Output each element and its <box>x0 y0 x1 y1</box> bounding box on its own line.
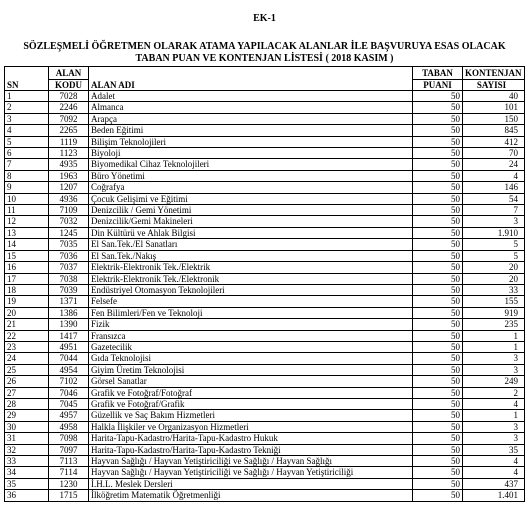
table-row <box>5 433 525 444</box>
cell-code: 4954 <box>49 364 89 375</box>
cell-quota: 1 <box>463 410 525 421</box>
cell-code: 1963 <box>49 170 89 181</box>
cell-base-score: 50 <box>413 410 463 421</box>
cell-base-score: 50 <box>413 284 463 295</box>
cell-sn: 7 <box>5 159 49 170</box>
cell-field-name: Bilişim Teknolojileri <box>89 136 413 147</box>
cell-quota: 3 <box>463 353 525 364</box>
table-row <box>5 250 525 261</box>
cell-sn: 36 <box>5 490 49 501</box>
cell-base-score: 50 <box>413 478 463 489</box>
cell-base-score: 50 <box>413 170 463 181</box>
cell-quota: 70 <box>463 148 525 159</box>
cell-code: 4957 <box>49 410 89 421</box>
cell-code: 7035 <box>49 239 89 250</box>
cell-field-name: Almanca <box>89 102 413 113</box>
cell-sn: 17 <box>5 273 49 284</box>
table-row <box>5 296 525 307</box>
header-kont-line-1: KONTENJAN <box>463 67 525 80</box>
cell-sn: 30 <box>5 421 49 432</box>
cell-quota: 40 <box>463 91 525 102</box>
cell-sn: 32 <box>5 444 49 455</box>
cell-field-name: Büro Yönetimi <box>89 170 413 181</box>
cell-code: 7039 <box>49 284 89 295</box>
table-header <box>5 67 525 91</box>
cell-quota: 1 <box>463 330 525 341</box>
cell-quota: 3 <box>463 216 525 227</box>
cell-sn: 18 <box>5 284 49 295</box>
header-kont-line-2: SAYISI <box>463 80 525 91</box>
cell-code: 1390 <box>49 319 89 330</box>
cell-sn: 15 <box>5 250 49 261</box>
cell-base-score: 50 <box>413 227 463 238</box>
cell-code: 4951 <box>49 341 89 352</box>
cell-quota: 437 <box>463 478 525 489</box>
document-title-line-1: SÖZLEŞMELİ ÖĞRETMEN OLARAK ATAMA YAPILACAK ALANLAR İLE BAŞVURUYA ESAS OLACAK <box>23 41 506 52</box>
cell-field-name: Elektrik-Elektronik Tek./Elektronik <box>89 273 413 284</box>
cell-code: 7045 <box>49 398 89 409</box>
cell-base-score: 50 <box>413 341 463 352</box>
cell-code: 4936 <box>49 193 89 204</box>
cell-quota: 4 <box>463 170 525 181</box>
cell-quota: 155 <box>463 296 525 307</box>
cell-quota: 24 <box>463 159 525 170</box>
cell-base-score: 50 <box>413 182 463 193</box>
table-row <box>5 262 525 273</box>
cell-base-score: 50 <box>413 148 463 159</box>
cell-base-score: 50 <box>413 490 463 501</box>
cell-quota: 33 <box>463 284 525 295</box>
table-row <box>5 125 525 136</box>
cell-quota: 1.910 <box>463 227 525 238</box>
table-row <box>5 91 525 102</box>
cell-code: 7044 <box>49 353 89 364</box>
table-row <box>5 159 525 170</box>
cell-base-score: 50 <box>413 113 463 124</box>
table-row <box>5 398 525 409</box>
cell-code: 7102 <box>49 376 89 387</box>
cell-sn: 25 <box>5 364 49 375</box>
cell-code: 4958 <box>49 421 89 432</box>
cell-sn: 19 <box>5 296 49 307</box>
cell-quota: 412 <box>463 136 525 147</box>
cell-sn: 29 <box>5 410 49 421</box>
table-row <box>5 102 525 113</box>
cell-sn: 1 <box>5 91 49 102</box>
cell-code: 1715 <box>49 490 89 501</box>
cell-sn: 27 <box>5 387 49 398</box>
cell-sn: 2 <box>5 102 49 113</box>
cell-code: 7097 <box>49 444 89 455</box>
cell-code: 1207 <box>49 182 89 193</box>
cell-field-name: Hayvan Sağlığı / Hayvan Yetiştiriciliği ve Sağlığı / Hayvan Sağlığı <box>89 456 413 467</box>
table-row <box>5 387 525 398</box>
cell-code: 1386 <box>49 307 89 318</box>
cell-field-name: Din Kültürü ve Ahlak Bilgisi <box>89 227 413 238</box>
table-row <box>5 490 525 501</box>
cell-field-name: Grafik ve Fotoğraf/Fotoğraf <box>89 387 413 398</box>
cell-base-score: 50 <box>413 91 463 102</box>
table-row <box>5 478 525 489</box>
cell-field-name: Giyim Üretim Teknolojisi <box>89 364 413 375</box>
cell-quota: 101 <box>463 102 525 113</box>
cell-quota: 4 <box>463 398 525 409</box>
cell-sn: 24 <box>5 353 49 364</box>
cell-field-name: Felsefe <box>89 296 413 307</box>
cell-field-name: Gıda Teknolojisi <box>89 353 413 364</box>
cell-base-score: 50 <box>413 205 463 216</box>
cell-field-name: Halkla İlişkiler ve Organizasyon Hizmetleri <box>89 421 413 432</box>
cell-code: 7113 <box>49 456 89 467</box>
cell-base-score: 50 <box>413 421 463 432</box>
cell-sn: 26 <box>5 376 49 387</box>
cell-field-name: Denizcilik / Gemi Yönetimi <box>89 205 413 216</box>
cell-base-score: 50 <box>413 376 463 387</box>
cell-field-name: İ.H.L. Meslek Dersleri <box>89 478 413 489</box>
cell-base-score: 50 <box>413 136 463 147</box>
cell-field-name: El San.Tek./El Sanatları <box>89 239 413 250</box>
cell-field-name: İlköğretim Matematik Öğretmenliği <box>89 490 413 501</box>
cell-sn: 13 <box>5 227 49 238</box>
cell-code: 1230 <box>49 478 89 489</box>
cell-quota: 4 <box>463 467 525 478</box>
cell-base-score: 50 <box>413 125 463 136</box>
table-row <box>5 227 525 238</box>
cell-base-score: 50 <box>413 444 463 455</box>
table-row <box>5 353 525 364</box>
cell-base-score: 50 <box>413 216 463 227</box>
table-row <box>5 421 525 432</box>
cell-field-name: Harita-Tapu-Kadastro/Harita-Tapu-Kadastro Tekniği <box>89 444 413 455</box>
table-row <box>5 330 525 341</box>
cell-base-score: 50 <box>413 330 463 341</box>
cell-sn: 31 <box>5 433 49 444</box>
table-row <box>5 273 525 284</box>
cell-field-name: El San.Tek./Nakış <box>89 250 413 261</box>
table-row <box>5 467 525 478</box>
cell-quota: 1.401 <box>463 490 525 501</box>
cell-field-name: Coğrafya <box>89 182 413 193</box>
cell-field-name: Hayvan Sağlığı / Hayvan Yetiştiriciliği ve Sağlığı / Hayvan Yetiştiriciliği <box>89 467 413 478</box>
cell-quota: 20 <box>463 273 525 284</box>
table-row <box>5 284 525 295</box>
cell-sn: 35 <box>5 478 49 489</box>
header-kod-line-2: KODU <box>49 80 89 91</box>
cell-code: 7032 <box>49 216 89 227</box>
cell-quota: 2 <box>463 387 525 398</box>
cell-field-name: Gazetecilik <box>89 341 413 352</box>
cell-field-name: Grafik ve Fotoğraf/Grafik <box>89 398 413 409</box>
cell-quota: 5 <box>463 239 525 250</box>
table-row <box>5 444 525 455</box>
table-row <box>5 216 525 227</box>
cell-quota: 1 <box>463 341 525 352</box>
cell-quota: 7 <box>463 205 525 216</box>
cell-field-name: Güzellik ve Saç Bakım Hizmetleri <box>89 410 413 421</box>
cell-sn: 14 <box>5 239 49 250</box>
cell-base-score: 50 <box>413 433 463 444</box>
cell-quota: 150 <box>463 113 525 124</box>
cell-field-name: Adalet <box>89 91 413 102</box>
cell-field-name: Biyoloji <box>89 148 413 159</box>
cell-code: 2265 <box>49 125 89 136</box>
header-puan-line-1: TABAN <box>413 67 463 80</box>
cell-quota: 3 <box>463 421 525 432</box>
cell-base-score: 50 <box>413 193 463 204</box>
table-row <box>5 456 525 467</box>
cell-sn: 10 <box>5 193 49 204</box>
cell-code: 7109 <box>49 205 89 216</box>
annex-label: EK-1 <box>253 13 276 24</box>
cell-quota: 54 <box>463 193 525 204</box>
quota-table <box>4 66 525 502</box>
cell-field-name: Elektrik-Elektronik Tek./Elektrik <box>89 262 413 273</box>
cell-sn: 34 <box>5 467 49 478</box>
cell-sn: 22 <box>5 330 49 341</box>
cell-base-score: 50 <box>413 296 463 307</box>
cell-sn: 33 <box>5 456 49 467</box>
cell-base-score: 50 <box>413 364 463 375</box>
cell-field-name: Fransızca <box>89 330 413 341</box>
cell-code: 7046 <box>49 387 89 398</box>
cell-code: 2246 <box>49 102 89 113</box>
cell-sn: 21 <box>5 319 49 330</box>
table-row <box>5 113 525 124</box>
cell-sn: 5 <box>5 136 49 147</box>
header-adi: ALAN ADI <box>89 67 413 91</box>
cell-sn: 20 <box>5 307 49 318</box>
cell-field-name: Görsel Sanatlar <box>89 376 413 387</box>
document-title-line-2: TABAN PUAN VE KONTENJAN LİSTESİ ( 2018 KASIM ) <box>135 53 394 64</box>
cell-base-score: 50 <box>413 319 463 330</box>
cell-code: 7092 <box>49 113 89 124</box>
cell-field-name: Çocuk Gelişimi ve Eğitimi <box>89 193 413 204</box>
table-row <box>5 376 525 387</box>
cell-field-name: Harita-Tapu-Kadastro/Harita-Tapu-Kadastro Hukuk <box>89 433 413 444</box>
table-body <box>5 91 525 502</box>
table-row <box>5 364 525 375</box>
cell-quota: 919 <box>463 307 525 318</box>
cell-base-score: 50 <box>413 353 463 364</box>
cell-quota: 35 <box>463 444 525 455</box>
cell-code: 1119 <box>49 136 89 147</box>
cell-sn: 6 <box>5 148 49 159</box>
cell-quota: 5 <box>463 250 525 261</box>
cell-quota: 3 <box>463 433 525 444</box>
table-row <box>5 239 525 250</box>
cell-field-name: Arapça <box>89 113 413 124</box>
cell-code: 7114 <box>49 467 89 478</box>
cell-field-name: Fen Bilimleri/Fen ve Teknoloji <box>89 307 413 318</box>
table-row <box>5 341 525 352</box>
cell-sn: 3 <box>5 113 49 124</box>
cell-base-score: 50 <box>413 387 463 398</box>
cell-base-score: 50 <box>413 467 463 478</box>
cell-code: 7098 <box>49 433 89 444</box>
cell-base-score: 50 <box>413 398 463 409</box>
table-row <box>5 410 525 421</box>
cell-code: 7038 <box>49 273 89 284</box>
cell-sn: 12 <box>5 216 49 227</box>
cell-base-score: 50 <box>413 250 463 261</box>
cell-quota: 235 <box>463 319 525 330</box>
header-puan-line-2: PUANI <box>413 80 463 91</box>
cell-base-score: 50 <box>413 273 463 284</box>
cell-code: 1371 <box>49 296 89 307</box>
cell-sn: 9 <box>5 182 49 193</box>
table-row <box>5 205 525 216</box>
cell-base-score: 50 <box>413 307 463 318</box>
cell-field-name: Beden Eğitimi <box>89 125 413 136</box>
cell-code: 4935 <box>49 159 89 170</box>
cell-code: 7028 <box>49 91 89 102</box>
table-row <box>5 136 525 147</box>
cell-quota: 4 <box>463 456 525 467</box>
cell-sn: 28 <box>5 398 49 409</box>
cell-field-name: Fizik <box>89 319 413 330</box>
cell-field-name: Biyomedikal Cihaz Teknolojileri <box>89 159 413 170</box>
cell-code: 7037 <box>49 262 89 273</box>
cell-base-score: 50 <box>413 262 463 273</box>
cell-sn: 23 <box>5 341 49 352</box>
table-row <box>5 307 525 318</box>
cell-quota: 249 <box>463 376 525 387</box>
cell-quota: 146 <box>463 182 525 193</box>
cell-code: 1245 <box>49 227 89 238</box>
table-row <box>5 182 525 193</box>
cell-sn: 11 <box>5 205 49 216</box>
cell-sn: 8 <box>5 170 49 181</box>
cell-code: 1417 <box>49 330 89 341</box>
header-sn: SN <box>5 67 49 91</box>
cell-quota: 20 <box>463 262 525 273</box>
cell-sn: 4 <box>5 125 49 136</box>
cell-sn: 16 <box>5 262 49 273</box>
table-row <box>5 319 525 330</box>
cell-base-score: 50 <box>413 102 463 113</box>
table-row <box>5 170 525 181</box>
cell-code: 7036 <box>49 250 89 261</box>
table-row <box>5 193 525 204</box>
cell-quota: 845 <box>463 125 525 136</box>
cell-code: 1123 <box>49 148 89 159</box>
table-row <box>5 148 525 159</box>
cell-base-score: 50 <box>413 159 463 170</box>
cell-field-name: Endüstriyel Otomasyon Teknolojileri <box>89 284 413 295</box>
cell-quota: 3 <box>463 364 525 375</box>
header-kod-line-1: ALAN <box>49 67 89 80</box>
cell-base-score: 50 <box>413 239 463 250</box>
cell-base-score: 50 <box>413 456 463 467</box>
cell-field-name: Denizcilik/Gemi Makineleri <box>89 216 413 227</box>
